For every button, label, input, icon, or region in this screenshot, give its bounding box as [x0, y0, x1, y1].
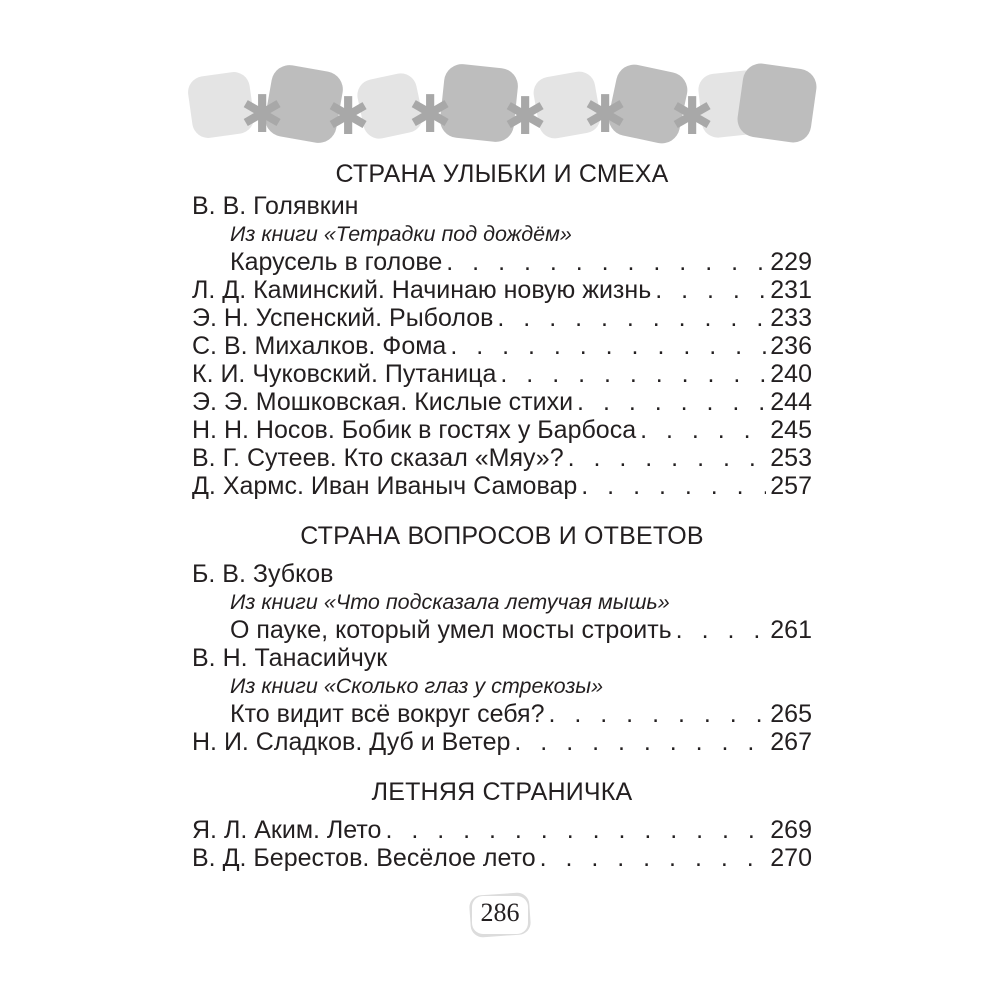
entry-title: К. И. Чуковский. Путаница	[192, 360, 497, 388]
entry-title: Л. Д. Каминский. Начинаю новую жизнь	[192, 276, 652, 304]
entry-page: 261	[770, 616, 812, 644]
leader-dots	[497, 304, 766, 332]
book-line: Из книги «Тетрадки под дождём»	[230, 222, 572, 246]
entry-page: 236	[770, 332, 812, 360]
toc-entry[interactable]	[192, 416, 812, 444]
entry-page: 265	[770, 700, 812, 728]
leader-dots	[640, 416, 766, 444]
entry-page: 244	[770, 388, 812, 416]
book-line: Из книги «Сколько глаз у стрекозы»	[230, 674, 604, 698]
entry-page: 253	[770, 444, 812, 472]
author-line: Б. В. Зубков	[192, 560, 334, 588]
toc-entry[interactable]	[192, 276, 812, 304]
toc-entry[interactable]	[192, 728, 812, 756]
toc-entry[interactable]	[192, 304, 812, 332]
asterisk-icon: ✱	[670, 87, 714, 147]
leader-dots	[655, 276, 766, 304]
entry-page: 245	[770, 416, 812, 444]
entry-page: 233	[770, 304, 812, 332]
entry-title: Н. И. Сладков. Дуб и Ветер	[192, 728, 511, 756]
book-line: Из книги «Что подсказала летучая мышь»	[230, 590, 670, 614]
section-title: ЛЕТНЯЯ СТРАНИЧКА	[371, 778, 633, 806]
entry-page: 240	[770, 360, 812, 388]
asterisk-icon: ✱	[503, 87, 547, 147]
leader-dots	[450, 332, 766, 360]
entry-title: В. Г. Сутеев. Кто сказал «Мяу»?	[192, 444, 564, 472]
toc-entry[interactable]	[192, 844, 812, 872]
asterisk-icon: ✱	[240, 85, 284, 145]
toc-entry[interactable]	[192, 388, 812, 416]
leader-dots	[385, 816, 766, 844]
decorative-ornament	[180, 62, 820, 152]
author-line: В. Н. Танасийчук	[192, 644, 388, 672]
table-of-contents	[192, 150, 812, 872]
entry-page: 257	[770, 472, 812, 500]
entry-title: Д. Хармс. Иван Иваныч Самовар	[192, 472, 578, 500]
entry-page: 231	[770, 276, 812, 304]
entry-title: Кто видит всё вокруг себя?	[230, 700, 545, 728]
entry-page: 267	[770, 728, 812, 756]
entry-page: 229	[770, 248, 812, 276]
entry-title: Карусель в голове	[230, 248, 443, 276]
asterisk-icon: ✱	[583, 85, 627, 145]
leader-dots	[549, 700, 767, 728]
entry-page: 270	[770, 844, 812, 872]
toc-entry[interactable]	[192, 332, 812, 360]
toc-entry[interactable]	[192, 444, 812, 472]
leader-dots	[514, 728, 766, 756]
leader-dots	[577, 388, 766, 416]
author-line: В. В. Голявкин	[192, 192, 359, 220]
toc-entry[interactable]	[192, 616, 812, 644]
asterisk-icon: ✱	[326, 87, 370, 147]
leader-dots	[581, 472, 766, 500]
entry-title: С. В. Михалков. Фома	[192, 332, 447, 360]
entry-title: В. Д. Берестов. Весёлое лето	[192, 844, 536, 872]
leader-dots	[568, 444, 767, 472]
leader-dots	[500, 360, 766, 388]
page-number: 286	[480, 898, 520, 927]
asterisk-icon: ✱	[408, 85, 452, 145]
toc-entry[interactable]	[192, 248, 812, 276]
leader-dots	[446, 248, 766, 276]
toc-entry[interactable]	[192, 360, 812, 388]
toc-entry[interactable]	[192, 700, 812, 728]
entry-title: Я. Л. Аким. Лето	[192, 816, 382, 844]
section-title: СТРАНА ВОПРОСОВ И ОТВЕТОВ	[300, 522, 704, 550]
toc-entry[interactable]	[192, 816, 812, 844]
entry-title: О пауке, который умел мосты строить	[230, 616, 672, 644]
entry-title: Э. Н. Успенский. Рыболов	[192, 304, 494, 332]
toc-entry[interactable]	[192, 472, 812, 500]
leader-dots	[676, 616, 767, 644]
section-title: СТРАНА УЛЫБКИ И СМЕХА	[335, 160, 669, 188]
entry-title: Э. Э. Мошковская. Кислые стихи	[192, 388, 574, 416]
entry-page: 269	[770, 816, 812, 844]
entry-title: Н. Н. Носов. Бобик в гостях у Барбоса	[192, 416, 637, 444]
leader-dots	[540, 844, 767, 872]
